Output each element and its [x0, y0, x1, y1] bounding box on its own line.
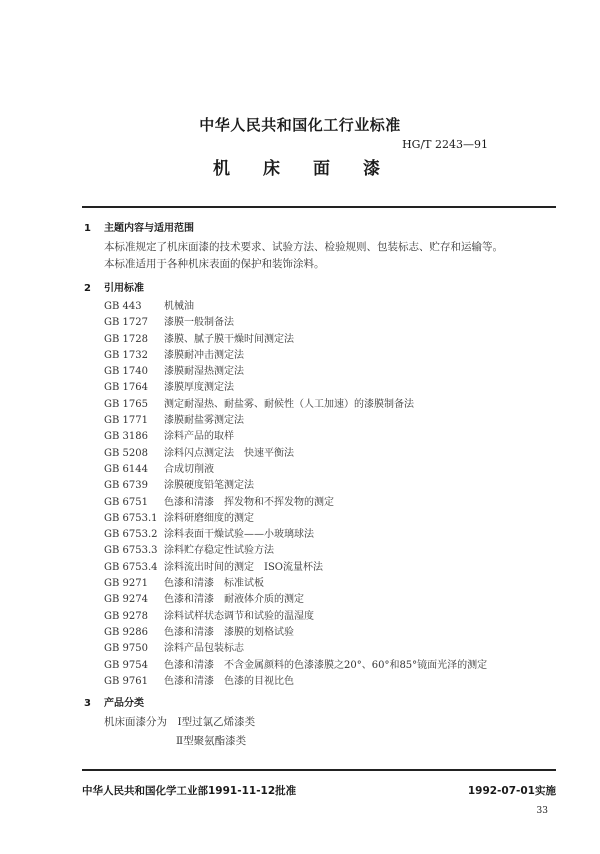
header-divider	[82, 206, 556, 208]
reference-item	[104, 478, 487, 494]
reference-title: 涂膜硬度铅笔测定法	[164, 480, 254, 492]
issuing-organization: 中华人民共和国化工行业标准	[199, 116, 401, 134]
document-title: 机床面漆	[213, 159, 413, 179]
product-type: Ⅱ型聚氨酯漆类	[176, 735, 247, 747]
product-type: Ⅰ型过氯乙烯漆类	[177, 716, 256, 728]
reference-code: GB 1764	[104, 382, 148, 394]
reference-item	[104, 380, 487, 396]
reference-code: GB 5208	[104, 447, 148, 459]
reference-code: GB 1732	[104, 349, 148, 361]
reference-code: GB 1728	[104, 333, 148, 345]
reference-code: GB 9754	[104, 659, 148, 671]
reference-code: GB 6753.2	[104, 529, 158, 541]
reference-title: 漆膜、腻子膜干燥时间测定法	[164, 333, 294, 345]
classification-intro: 机床面漆分为	[104, 716, 167, 728]
reference-title: 涂料流出时间的测定 ISO流量杯法	[164, 561, 323, 573]
reference-item	[104, 413, 487, 429]
reference-code: GB 6753.4	[104, 561, 158, 573]
section-2-heading	[84, 279, 144, 294]
section-title: 引用标准	[104, 283, 144, 294]
reference-code: GB 9286	[104, 626, 148, 638]
reference-title: 色漆和清漆 挥发物和不挥发物的测定	[164, 496, 334, 508]
reference-title: 漆膜厚度测定法	[164, 382, 234, 394]
reference-code: GB 1740	[104, 366, 148, 378]
reference-item	[104, 609, 487, 625]
standard-code: HG/T 2243—91	[402, 138, 488, 151]
reference-code: GB 1771	[104, 415, 148, 427]
reference-title: 涂料产品的取样	[164, 431, 234, 443]
reference-item	[104, 332, 487, 348]
reference-item	[104, 527, 487, 543]
reference-title: 漆膜耐湿热测定法	[164, 366, 244, 378]
reference-code: GB 1727	[104, 317, 148, 329]
section-number: 1	[84, 223, 91, 234]
reference-title: 色漆和清漆 不含金属颜料的色漆漆膜之20°、60°和85°镜面光泽的测定	[164, 659, 488, 671]
reference-item	[104, 315, 487, 331]
reference-item	[104, 576, 487, 592]
paragraph: 本标准适用于各种机床表面的保护和装饰涂料。	[104, 258, 325, 270]
section-number: 2	[84, 283, 91, 294]
reference-title: 色漆和清漆 标准试板	[164, 578, 264, 590]
reference-title: 色漆和清漆 耐液体介质的测定	[164, 594, 304, 606]
reference-title: 涂料闪点测定法 快速平衡法	[164, 447, 294, 459]
section-1-heading	[84, 219, 194, 234]
approval-date: 中华人民共和国化学工业部1991-11-12批准	[82, 785, 297, 797]
reference-code: GB 9761	[104, 675, 148, 687]
reference-item	[104, 511, 487, 527]
reference-code: GB 6753.3	[104, 545, 158, 557]
reference-item	[104, 495, 487, 511]
reference-title: 漆膜耐冲击测定法	[164, 349, 244, 361]
reference-title: 涂料研磨细度的测定	[164, 512, 254, 524]
reference-code: GB 9271	[104, 578, 148, 590]
reference-item	[104, 348, 487, 364]
reference-item	[104, 462, 487, 478]
section-title: 主题内容与适用范围	[104, 223, 194, 234]
reference-title: 机械油	[164, 301, 194, 312]
reference-code: GB 3186	[104, 431, 148, 443]
reference-item	[104, 446, 487, 462]
reference-title: 涂料表面干燥试验——小玻璃球法	[164, 529, 314, 541]
classification-line	[104, 714, 255, 729]
section-title: 产品分类	[104, 698, 144, 709]
reference-code: GB 9274	[104, 594, 148, 606]
reference-item	[104, 543, 487, 559]
reference-code: GB 1765	[104, 398, 148, 410]
reference-code: GB 6739	[104, 480, 148, 492]
reference-item	[104, 641, 487, 657]
reference-title: 涂料试样状态调节和试验的温湿度	[164, 610, 314, 622]
reference-title: 合成切削液	[164, 463, 214, 475]
reference-item	[104, 364, 487, 380]
section-number: 3	[84, 698, 91, 709]
reference-item	[104, 429, 487, 445]
reference-item	[104, 560, 487, 576]
reference-code: GB 6144	[104, 463, 148, 475]
reference-list	[104, 299, 487, 690]
effective-date: 1992-07-01实施	[467, 785, 556, 797]
reference-item	[104, 592, 487, 608]
reference-item	[104, 658, 487, 674]
reference-item	[104, 625, 487, 641]
reference-code: GB 9750	[104, 643, 148, 655]
reference-title: 涂料产品包装标志	[164, 643, 244, 655]
reference-code: GB 6751	[104, 496, 148, 508]
reference-title: 测定耐湿热、耐盐雾、耐候性（人工加速）的漆膜制备法	[164, 398, 414, 410]
reference-code: GB 443	[104, 301, 142, 312]
section-3-heading	[84, 694, 144, 709]
reference-title: 漆膜耐盐雾测定法	[164, 415, 244, 427]
paragraph: 本标准规定了机床面漆的技术要求、试验方法、检验规则、包装标志、贮存和运输等。	[104, 241, 503, 253]
reference-title: 色漆和清漆 漆膜的划格试验	[164, 626, 294, 638]
reference-title: 涂料贮存稳定性试验方法	[164, 545, 274, 557]
reference-title: 漆膜一般制备法	[164, 317, 234, 329]
reference-item	[104, 299, 487, 315]
reference-code: GB 6753.1	[104, 512, 158, 524]
reference-title: 色漆和清漆 色漆的目视比色	[164, 675, 294, 687]
page-number: 33	[536, 806, 548, 816]
reference-item	[104, 674, 487, 690]
reference-item	[104, 397, 487, 413]
footer-divider	[82, 769, 556, 771]
reference-code: GB 9278	[104, 610, 148, 622]
